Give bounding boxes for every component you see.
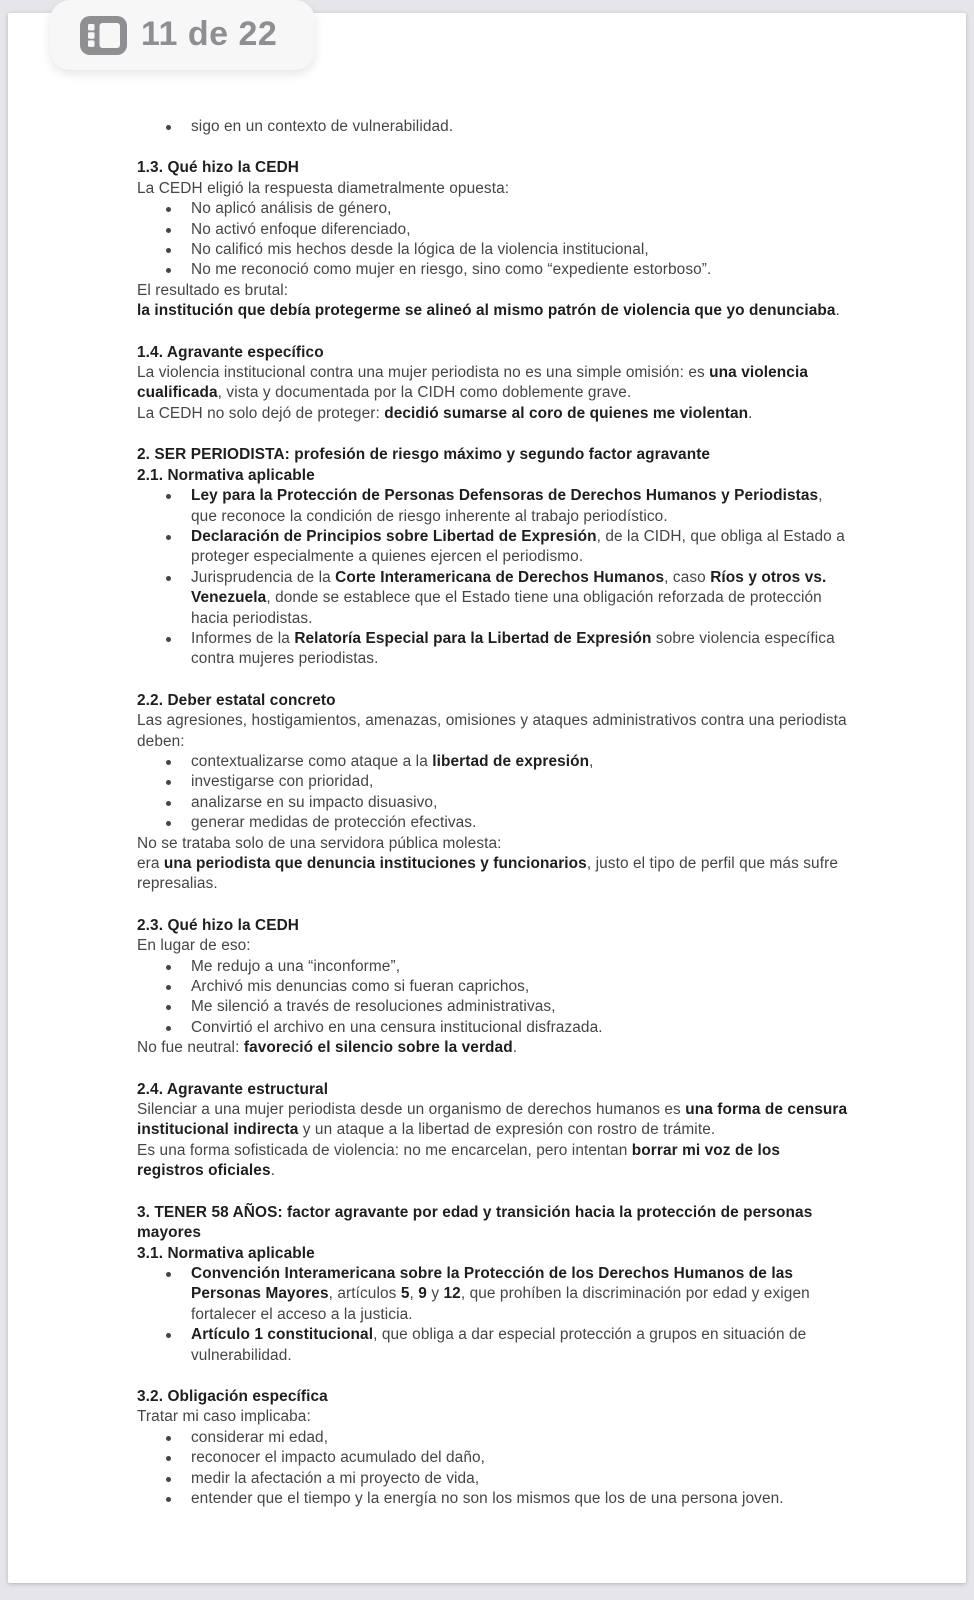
list-item [137,957,851,977]
text-run: , donde se establece que el Estado tiene una obligación reforzada de protección hacia periodistas. [191,589,822,627]
bold-text-run: 1.3. Qué hizo la CEDH [137,159,300,177]
bold-text-run: 9 [418,1285,427,1303]
list-item-text [191,220,851,240]
bullet-icon [166,228,171,233]
paragraph [137,179,851,199]
text-run: generar medidas de protección efectivas. [191,814,477,832]
text-run: Informes de la [191,629,295,647]
text-run: , artículos [328,1285,401,1303]
bullet-icon [166,985,171,990]
bold-text-run: Declaración de Principios sobre Libertad de Expresión [191,527,597,545]
bullet-icon [166,1436,171,1441]
list-item [137,1448,851,1468]
text-run: considerar mi edad, [191,1428,329,1446]
text-run: contextualizarse como ataque a la [191,752,433,770]
list-item-text [191,1448,851,1468]
bullet-list [137,1428,851,1510]
list-item-text [191,199,851,219]
list-item-text [191,1264,851,1325]
text-run: , justo el tipo de perfil que más sufre represalias. [137,855,838,893]
bold-text-run: 5 [400,1285,410,1303]
list-item-text [191,1489,851,1509]
bold-text-run: una periodista que denuncia instituciones y funcionarios [163,855,587,872]
text-run: Archivó mis denuncias como si fueran caprichos, [191,978,530,996]
bold-text-run: Corte Interamericana de Derechos Humanos [335,568,665,586]
bullet-icon [166,207,171,212]
bold-text-run: la institución que debía protegerme se alineó al mismo patrón de violencia que yo denunciaba [137,302,836,320]
bold-text-run: 2. SER PERIODISTA: profesión de riesgo máximo y segundo factor agravante [137,446,711,464]
bold-text-run: Convención Interamericana sobre la Protección de los Derechos Humanos de las Personas Mayores [191,1264,794,1303]
bullet-icon [166,268,171,273]
paragraph [137,363,851,404]
text-run: . [835,302,840,320]
bold-text-run: 2.2. Deber estatal concreto [137,691,336,709]
text-run: analizarse en su impacto disuasivo, [191,793,438,811]
section-heading [137,466,851,486]
section-heading [137,691,851,711]
page-indicator-button[interactable] [50,0,315,70]
bold-text-run: Relatoría Especial para la Libertad de Expresión [294,629,652,647]
paragraph [137,1038,851,1058]
list-item-text [191,957,851,977]
bullet-icon [166,248,171,253]
text-run: investigarse con prioridad, [191,773,374,791]
text-run: . [270,1162,276,1180]
bullet-icon [166,1272,171,1277]
list-item [137,527,851,568]
text-run: , [589,752,594,770]
bold-text-run: decidió sumarse al coro de quienes me violentan [384,404,749,422]
section-heading [137,445,851,465]
list-item [137,486,851,527]
bold-text-run: 1.4. Agravante específico [137,343,324,361]
list-item-text [191,1325,851,1366]
paragraph [137,404,851,424]
text-run: La CEDH eligió la respuesta diametralmente opuesta: [137,179,510,197]
list-item [137,260,851,280]
bullet-icon [166,760,171,765]
text-run: Me redujo a una “inconforme”, [191,957,401,975]
bold-text-run: 2.3. Qué hizo la CEDH [137,916,300,934]
bold-text-run: 3. TENER 58 AÑOS: factor agravante por edad y transición hacia la protección de personas mayores [137,1203,813,1242]
text-run: , [409,1285,419,1303]
bold-text-run: borrar mi voz de los registros oficiales [137,1141,781,1180]
text-run: Es una forma sofisticada de violencia: no me encarcelan, pero intentan [137,1141,632,1159]
section-heading [137,1080,851,1100]
text-run: y [426,1285,444,1303]
document-content [137,117,851,1509]
bold-text-run: favoreció el silencio sobre la verdad [243,1039,513,1057]
list-item [137,997,851,1017]
paragraph [137,1100,851,1141]
list-item-text [191,997,851,1017]
section-heading [137,1387,851,1407]
bullet-list [137,486,851,670]
list-item [137,1325,851,1366]
bullet-icon [166,1477,171,1482]
bold-text-run: una violencia cualificada [137,364,808,402]
paragraph [137,281,851,301]
list-item-text [191,772,851,792]
text-run: , de la CIDH, que obliga al Estado a proteger especialmente a quienes ejercen el periodismo. [191,527,845,566]
bullet-icon [166,535,171,540]
text-run: . [748,404,753,422]
text-run: y un ataque a la libertad de expresión con rostro de trámite. [298,1121,716,1139]
bullet-icon [166,1333,171,1338]
list-item-text [191,486,851,527]
text-run: Las agresiones, hostigamientos, amenazas, omisiones y ataques administrativos contra una periodista deben: [137,712,847,750]
list-item [137,793,851,813]
list-item [137,813,851,833]
paragraph [137,834,851,854]
bullet-icon [166,1497,171,1502]
text-run: No activó enfoque diferenciado, [191,220,411,238]
list-item [137,772,851,792]
list-item-text [191,527,851,568]
list-item-text [191,793,851,813]
paragraph [137,711,851,752]
bullet-list [137,752,851,834]
list-item [137,240,851,260]
list-item-text [191,1018,851,1038]
list-item [137,1018,851,1038]
bold-text-run: una forma de censura institucional indirecta [137,1101,848,1139]
page-indicator-label: 11 de 22 [141,14,278,53]
bullet-icon [166,1456,171,1461]
bullet-icon [166,494,171,499]
section-heading [137,158,851,178]
bullet-list [137,117,851,137]
bullet-icon [166,637,171,642]
list-item-text [191,977,851,997]
bullet-icon [166,1026,171,1031]
bullet-list [137,957,851,1039]
text-run: No se trataba solo de una servidora pública molesta: [137,834,502,852]
text-run: No me reconoció como mujer en riesgo, sino como “expediente estorboso”. [191,261,712,279]
list-item-text [191,1469,851,1489]
bullet-icon [166,1005,171,1010]
text-run: Silenciar a una mujer periodista desde un organismo de derechos humanos es [137,1101,686,1119]
bold-text-run: 3.2. Obligación específica [137,1387,328,1405]
text-run: Tratar mi caso implicaba: [137,1408,311,1426]
list-item [137,1428,851,1448]
section-heading [137,1244,851,1264]
paragraph [137,1407,851,1427]
bullet-list [137,199,851,281]
text-run: , que reconoce la condición de riesgo inherente al trabajo periodístico. [191,487,823,525]
bullet-icon [166,801,171,806]
text-run: entender que el tiempo y la energía no son los mismos que los de una persona joven. [191,1489,784,1507]
list-item [137,1489,851,1509]
list-item [137,220,851,240]
text-run: , que obliga a dar especial protección a grupos en situación de vulnerabilidad. [191,1326,807,1364]
bold-text-run: 2.4. Agravante estructural [137,1080,329,1098]
text-run: sobre violencia específica contra mujeres periodistas. [191,629,835,668]
bullet-icon [166,965,171,970]
list-item-text [191,117,851,137]
text-run: La violencia institucional contra una mujer periodista no es una simple omisión: es [137,364,710,382]
list-item-text [191,813,851,833]
text-run: medir la afectación a mi proyecto de vida, [191,1469,480,1487]
paragraph [137,936,851,956]
list-item [137,752,851,772]
bullet-icon [166,821,171,826]
list-item [137,977,851,997]
list-item [137,1264,851,1325]
list-item-text [191,260,851,280]
list-item-text [191,568,851,629]
document-page [8,13,966,1583]
bold-text-run: Ley para la Protección de Personas Defensoras de Derechos Humanos y Periodistas [191,487,819,505]
paragraph [137,1141,851,1182]
bullet-icon [166,780,171,785]
text-run: No fue neutral: [137,1039,244,1057]
section-heading [137,1203,851,1244]
text-run: sigo en un contexto de vulnerabilidad. [191,118,454,135]
text-run: reconocer el impacto acumulado del daño, [191,1449,486,1467]
text-run: . [512,1039,518,1057]
list-item [137,1469,851,1489]
text-run: No aplicó análisis de género, [191,200,392,218]
text-run: , caso [664,568,711,586]
text-run: Me silenció a través de resoluciones administrativas, [191,998,556,1016]
list-item [137,629,851,670]
text-run: Convirtió el archivo en una censura institucional disfrazada. [191,1018,603,1036]
list-item-text [191,752,851,772]
list-item [137,568,851,629]
bold-text-run: Ríos y otros vs. Venezuela [191,568,827,607]
bold-text-run: libertad de expresión [432,752,590,770]
bullet-icon [166,576,171,581]
bold-text-run: Artículo 1 constitucional [191,1326,374,1344]
section-heading [137,916,851,936]
bullet-icon [166,125,171,130]
text-run: , vista y documentada por la CIDH como doblemente grave. [217,384,632,402]
list-item-text [191,1428,851,1448]
text-run: Jurisprudencia de la [191,568,336,586]
text-run: En lugar de eso: [137,937,251,955]
list-item-text [191,629,851,670]
paragraph [137,301,851,321]
bullet-list [137,1264,851,1366]
list-item-text [191,240,851,260]
list-item [137,199,851,219]
section-heading [137,343,851,363]
text-run: , que prohíben la discriminación por edad y exigen fortalecer el acceso a la justicia. [191,1285,810,1323]
page-thumbnails-icon [80,16,127,55]
paragraph [137,854,851,895]
text-run: No calificó mis hechos desde la lógica de la violencia institucional, [191,241,649,259]
text-run: La CEDH no solo dejó de proteger: [137,404,385,422]
text-run: era [137,855,164,872]
bold-text-run: 12 [443,1285,461,1303]
bold-text-run: 2.1. Normativa aplicable [137,466,315,484]
bold-text-run: 3.1. Normativa aplicable [137,1244,315,1262]
list-item [137,117,851,137]
text-run: El resultado es brutal: [137,281,289,299]
